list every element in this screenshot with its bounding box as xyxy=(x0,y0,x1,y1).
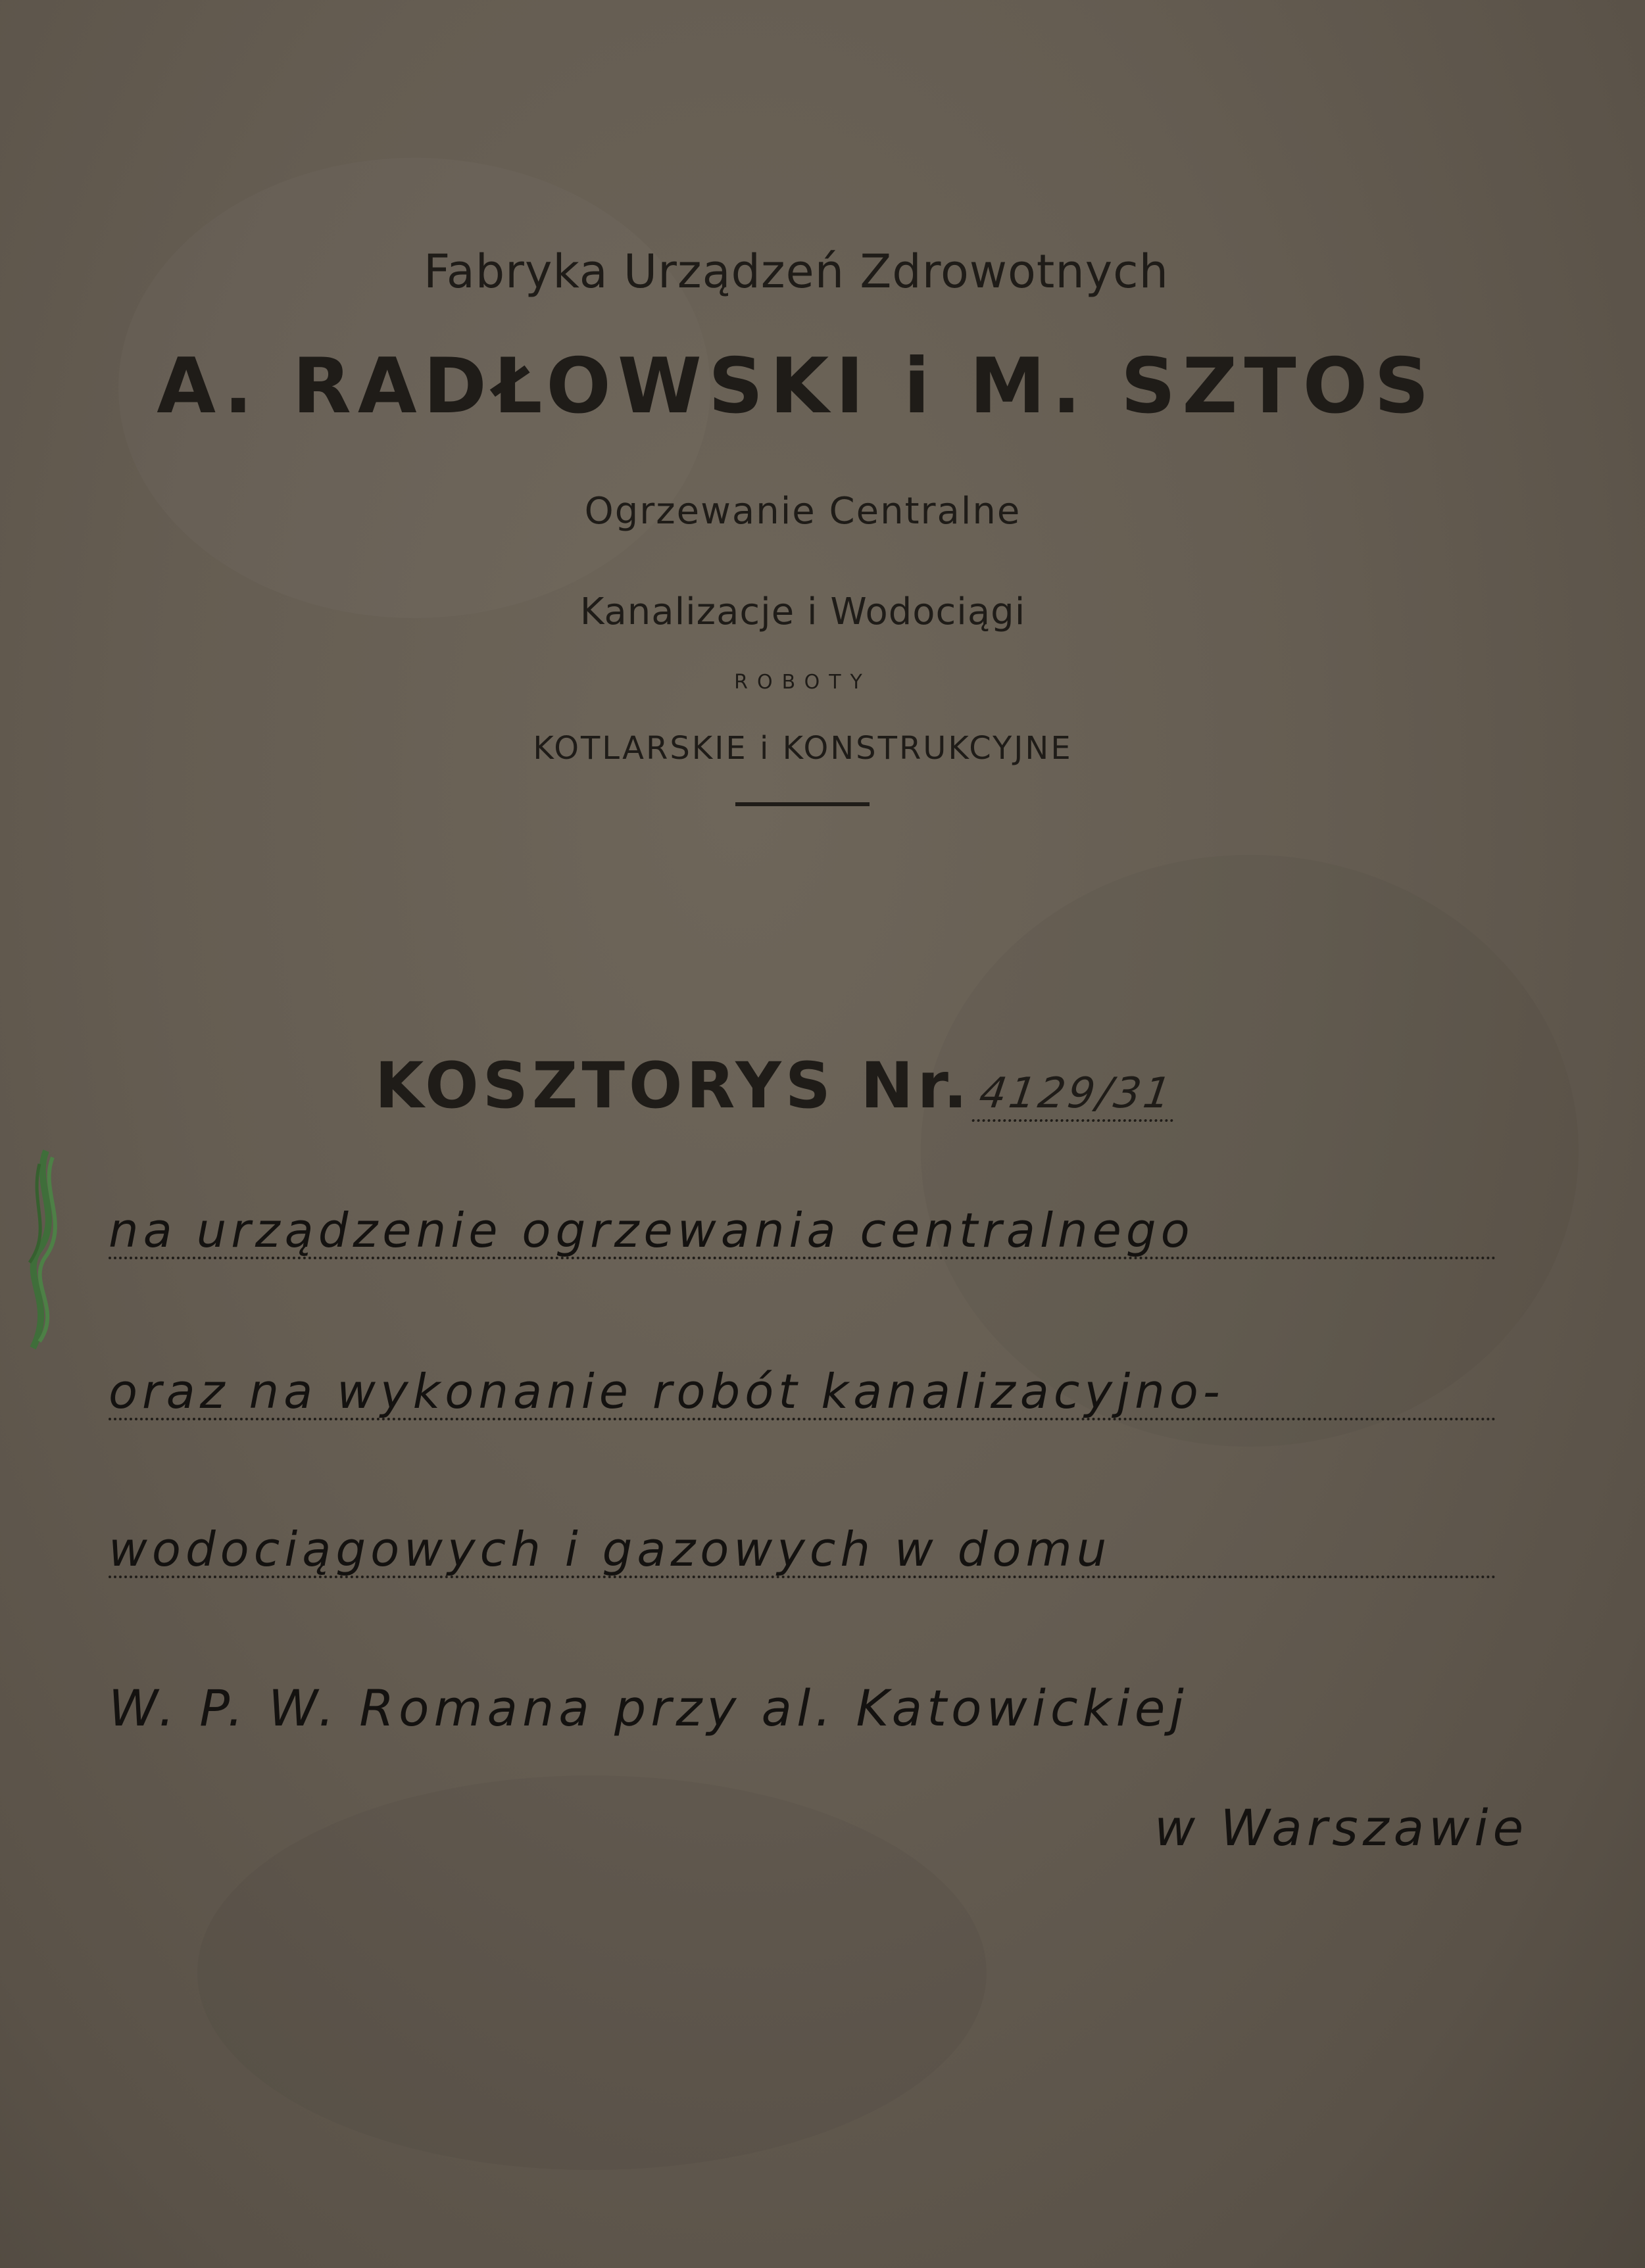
paper-stain xyxy=(197,1775,987,2170)
company-name: A. RADŁOWSKI i M. SZTOS xyxy=(157,342,1436,431)
estimate-number: 4129/31 xyxy=(971,1069,1180,1122)
estimate-label: KOSZTORYS Nr. xyxy=(375,1049,971,1122)
divider-rule xyxy=(735,802,870,806)
client-address-line: W. P. W. Romana przy al. Katowickiej xyxy=(109,1679,1189,1737)
service-works-label: ROBOTY xyxy=(734,671,872,694)
company-subtitle: Fabryka Urządzeń Zdrowotnych xyxy=(424,245,1169,299)
city-line: w Warszawie xyxy=(1154,1798,1529,1857)
service-plumbing: Kanalizacje i Wodociągi xyxy=(579,591,1026,633)
estimate-title xyxy=(375,1049,1177,1122)
service-heating: Ogrzewanie Centralne xyxy=(584,490,1021,533)
description-line-2: oraz na wykonanie robót kanalizacyjno- xyxy=(109,1368,1496,1420)
description-line-3: wodociągowych i gazowych w domu xyxy=(109,1526,1496,1578)
binding-thread-icon xyxy=(0,1144,92,1355)
description-line-1: na urządzenie ogrzewania centralnego xyxy=(109,1207,1496,1259)
service-boiler-works: KOTLARSKIE i KONSTRUKCYJNE xyxy=(533,730,1073,767)
paper-stain xyxy=(921,855,1579,1447)
